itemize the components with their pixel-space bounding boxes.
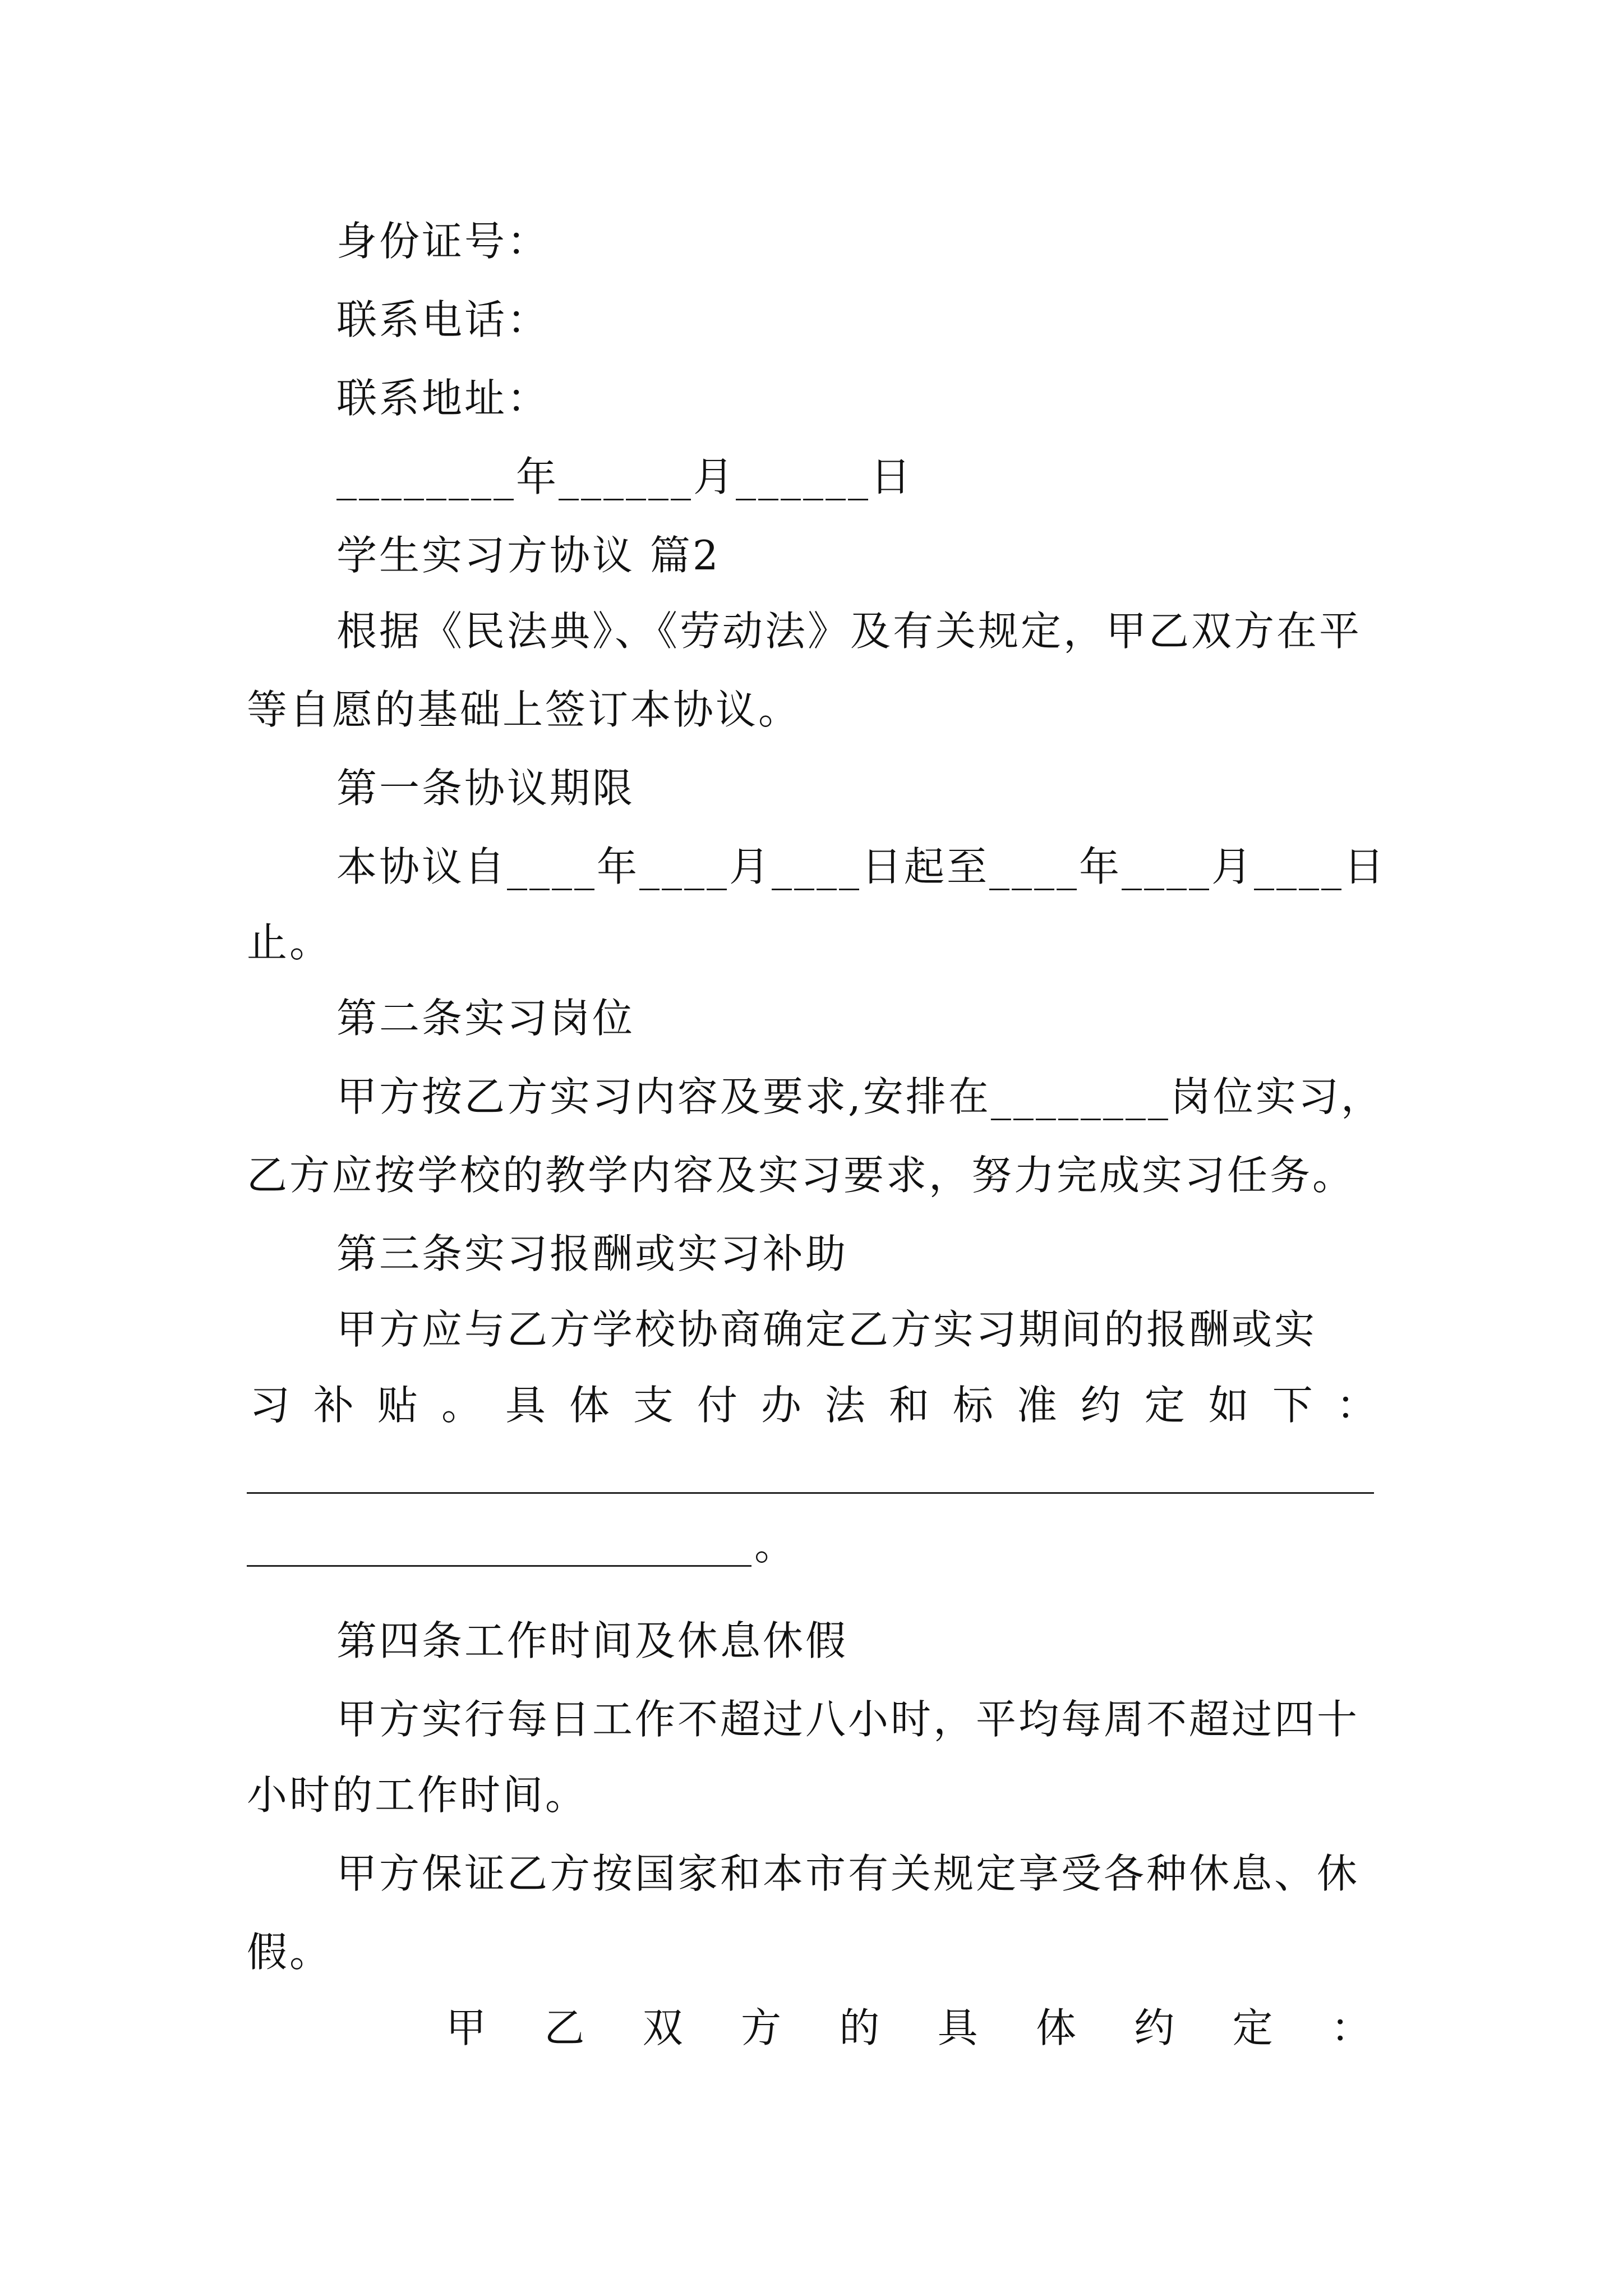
article-3-title: 第三条实习报酬或实习补助 — [336, 1230, 849, 1277]
article-1-title: 第一条协议期限 — [336, 765, 635, 812]
intro-line-2: 等自愿的基础上签订本协议。 — [247, 686, 801, 733]
article-3-line-2-char: 支 — [633, 1382, 674, 1429]
specific-agreement-char: 方 — [740, 2004, 781, 2051]
article-3-line-2-char: 体 — [569, 1382, 610, 1429]
article-3-line-2-char: 。 — [441, 1382, 482, 1429]
article-3-line-2-char: 具 — [505, 1382, 546, 1429]
article-3-line-2-char: ： — [1336, 1382, 1377, 1429]
specific-agreement-char: 双 — [642, 2004, 683, 2051]
article-4-line-4: 假。 — [247, 1929, 333, 1976]
specific-agreement-char: 具 — [937, 2004, 978, 2051]
article-3-line-2-char: 准 — [1016, 1382, 1057, 1429]
specific-agreement-char: 乙 — [544, 2004, 585, 2051]
specific-agreement-char: 定 — [1232, 2004, 1273, 2051]
blank-rule-short — [247, 1565, 751, 1567]
article-3-line-2-char: 标 — [952, 1382, 993, 1429]
article-3-line-2-char: 和 — [888, 1382, 929, 1429]
article-3-line-2-char: 定 — [1144, 1382, 1185, 1429]
article-2-line-1: 甲方按乙方实习内容及要求,安排在________岗位实习， — [336, 1073, 1384, 1120]
article-4-title: 第四条工作时间及休息休假 — [336, 1617, 849, 1664]
date-line: ________年______月______日 — [336, 453, 913, 500]
specific-agreement-char: 的 — [839, 2004, 880, 2051]
article-3-line-2-char: 如 — [1208, 1382, 1249, 1429]
intro-line-1: 根据《民法典》、《劳动法》及有关规定，甲乙双方在平 — [336, 608, 1362, 655]
specific-agreement-char: 甲 — [446, 2004, 487, 2051]
article-1-line-1: 本协议自____年____月____日起至____年____月____日 — [336, 843, 1387, 890]
article-3-line-1: 甲方应与乙方学校协商确定乙方实习期间的报酬或实 — [336, 1306, 1317, 1353]
article-3-line-2-char: 付 — [697, 1382, 737, 1429]
article-3-line-2-char: 下 — [1272, 1382, 1313, 1429]
article-4-line-1: 甲方实行每日工作不超过八小时，平均每周不超过四十 — [336, 1696, 1360, 1743]
blank-rule-full — [247, 1492, 1374, 1494]
agreement-title: 学生实习方协议 篇2 — [336, 532, 721, 579]
article-3-line-2 — [250, 1377, 1377, 1433]
article-3-end-period: 。 — [754, 1522, 797, 1569]
article-2-line-2: 乙方应按学校的教学内容及实习要求，努力完成实习任务。 — [247, 1152, 1355, 1199]
article-3-line-2-char: 贴 — [377, 1382, 418, 1429]
specific-agreement-char: 体 — [1035, 2004, 1076, 2051]
specific-agreement-char: 约 — [1134, 2004, 1175, 2051]
article-3-line-2-char: 法 — [824, 1382, 865, 1429]
article-3-line-2-char: 习 — [250, 1382, 291, 1429]
article-4-line-3: 甲方保证乙方按国家和本市有关规定享受各种休息、休 — [336, 1850, 1360, 1897]
specific-agreement-line — [446, 2000, 1371, 2056]
id-number-label: 身份证号： — [336, 218, 550, 265]
article-3-line-2-char: 约 — [1080, 1382, 1121, 1429]
article-3-line-2-char: 办 — [760, 1382, 801, 1429]
article-1-line-2: 止。 — [247, 919, 333, 966]
article-2-title: 第二条实习岗位 — [336, 995, 635, 1042]
article-3-line-2-char: 补 — [313, 1382, 354, 1429]
specific-agreement-char: ： — [1330, 2004, 1371, 2051]
article-4-line-2: 小时的工作时间。 — [247, 1772, 588, 1819]
phone-label: 联系电话： — [336, 296, 550, 343]
address-label: 联系地址： — [336, 375, 550, 422]
